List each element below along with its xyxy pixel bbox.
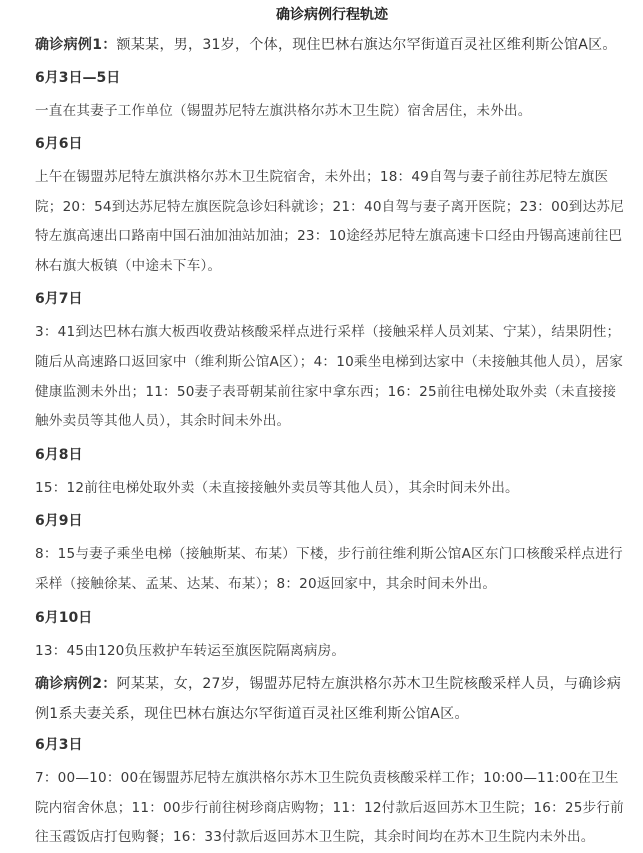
case1-day-date: 6月3日—5日 bbox=[35, 69, 121, 86]
case1-day-text: 13：45由120负压救护车转运至旗医院隔离病房。 bbox=[35, 642, 346, 659]
case2-label: 确诊病例2： bbox=[35, 676, 117, 693]
document-page bbox=[0, 5, 643, 846]
case1-day-text: 15：12前往电梯处取外卖（未直接接触外卖员等其他人员），其余时间未外出。 bbox=[35, 479, 519, 496]
case1-day-date: 6月10日 bbox=[35, 609, 93, 626]
case1-day-text: 一直在其妻子工作单位（锡盟苏尼特左旗洪格尔苏木卫生院）宿舍居住，未外出。 bbox=[35, 102, 532, 119]
case1-day-date: 6月6日 bbox=[35, 136, 83, 153]
case1-label: 确诊病例1： bbox=[35, 37, 117, 53]
case1-day-text: 8：15与妻子乘坐电梯（接触斯某、布某）下楼，步行前往维利斯公馆A区东门口核酸采样点进行采样（接触徐某、孟某、达某、布某）；8：20返回家中，其余时间未外出。 bbox=[35, 546, 623, 593]
page-title: 确诊病例行程轨迹 bbox=[276, 7, 388, 23]
case2-day-date: 6月3日 bbox=[35, 737, 83, 754]
case1-day-text: 上午在锡盟苏尼特左旗洪格尔苏木卫生院宿舍，未外出；18：49自驾与妻子前往苏尼特左旗医院；20：54到达苏尼特左旗医院急诊妇科就诊；21：40自驾与妻子离开医院；23：00到达苏尼特左旗高速出口路南中国石油加油站加油；23：10途经苏尼特左旗高速卡口经由丹锡高速前往巴林右旗大板镇（中途未下车）。 bbox=[35, 169, 624, 274]
case1-day-text: 3：41到达巴林右旗大板西收费站核酸采样点进行采样（接触采样人员刘某、宁某），结果阴性；随后从高速路口返回家中（维利斯公馆A区）；4：10乘坐电梯到达家中（未接触其他人员），居家健康监测未外出；11：50妻子表哥朝某前往家中拿东西；16：25前往电梯处取外卖（未直接接触外卖员等其他人员），其余时间未外出。 bbox=[35, 324, 623, 430]
case1-paragraph bbox=[35, 31, 629, 61]
case1-day-date: 6月8日 bbox=[35, 446, 83, 463]
case1-desc: 额某某，男，31岁，个体，现住巴林右旗达尔罕街道百灵社区维利斯公馆A区。 bbox=[116, 37, 617, 53]
case2-desc: 阿某某，女，27岁，锡盟苏尼特左旗洪格尔苏木卫生院核酸采样人员，与确诊病例1系夫妻关系，现住巴林右旗达尔罕街道百灵社区维利斯公馆A区。 bbox=[35, 676, 622, 722]
case2-paragraph bbox=[35, 670, 629, 729]
case1-day-date: 6月7日 bbox=[35, 291, 83, 308]
case2-day-text: 7：00—10：00在锡盟苏尼特左旗洪格尔苏木卫生院负责核酸采样工作；10:00—11:00在卫生院内宿舍休息；11：00步行前往树珍商店购物；11：12付款后返回苏木卫生院；16：25步行前往玉霞饭店打包购餐；16：33付款后返回苏木卫生院，其余时间均在苏木卫生院内未外出。 bbox=[35, 770, 624, 846]
case1-day-date: 6月9日 bbox=[35, 513, 83, 530]
